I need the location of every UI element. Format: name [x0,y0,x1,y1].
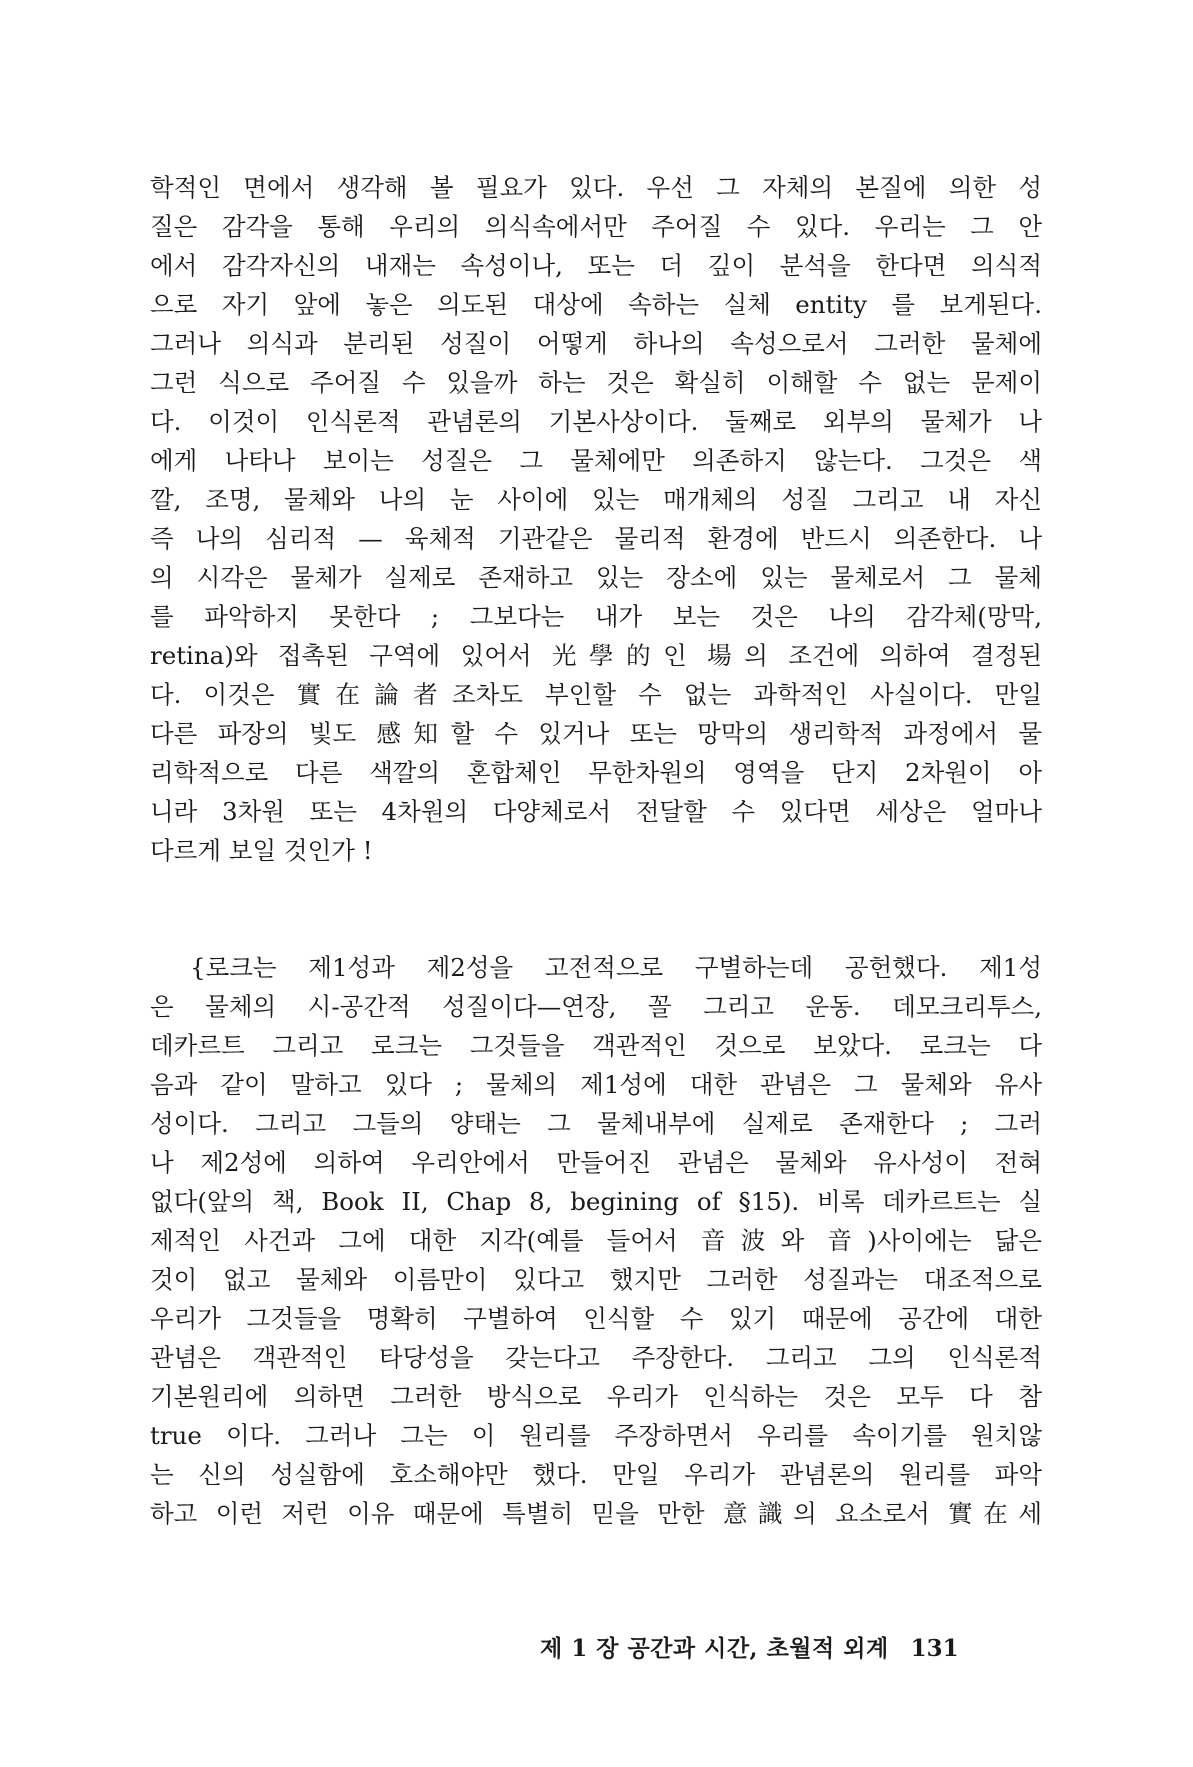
text-line: 는 신의 성실함에 호소해야만 했다. 만일 우리가 관념론의 원리를 파악 [150,1460,1042,1489]
text-line: 그런 식으로 주어질 수 있을까 하는 것은 확실히 이해할 수 없는 문제이 [150,368,1042,397]
text-line: 니라 3차원 또는 4차원의 다양체로서 전달할 수 있다면 세상은 얼마나 [150,797,1042,826]
text-line: 데카르트 그리고 로크는 그것들을 객관적인 것으로 보았다. 로크는 다 [150,1031,1042,1060]
text-line: 하고 이런 저런 이유 때문에 특별히 믿을 만한 意識의 요소로서 實在세 [150,1499,1042,1528]
text-line: 학적인 면에서 생각해 볼 필요가 있다. 우선 그 자체의 본질에 의한 성 [150,173,1042,202]
text-line: 즉 나의 심리적 — 육체적 기관같은 물리적 환경에 반드시 의존한다. 나 [150,524,1042,553]
page-number: 131 [910,1635,959,1662]
text-line: retina)와 접촉된 구역에 있어서 光學的인 場의 조건에 의하여 결정된 [150,641,1042,670]
text-line: 다. 이것이 인식론적 관념론의 기본사상이다. 둘째로 외부의 물체가 나 [150,407,1042,436]
text-line: 우리가 그것들을 명확히 구별하여 인식할 수 있기 때문에 공간에 대한 [150,1304,1042,1333]
text-line: 를 파악하지 못한다 ; 그보다는 내가 보는 것은 나의 감각체(망막, [150,602,1042,631]
page-footer [540,1634,1040,1664]
text-line: 으로 자기 앞에 놓은 의도된 대상에 속하는 실체 entity 를 보게된다. [150,290,1042,319]
text-line: 에게 나타나 보이는 성질은 그 물체에만 의존하지 않는다. 그것은 색 [150,446,1042,475]
text-line: 의 시각은 물체가 실제로 존재하고 있는 장소에 있는 물체로서 그 물체 [150,563,1042,592]
text-line: 성이다. 그리고 그들의 양태는 그 물체내부에 실제로 존재한다 ; 그러 [150,1109,1042,1138]
text-line: 나 제2성에 의하여 우리안에서 만들어진 관념은 물체와 유사성이 전혀 [150,1148,1042,1177]
text-line: 은 물체의 시-공간적 성질이다—연장, 꼴 그리고 운동. 데모크리투스, [150,992,1042,1021]
text-line: true 이다. 그러나 그는 이 원리를 주장하면서 우리를 속이기를 원치않 [150,1421,1042,1450]
text-line: 기본원리에 의하면 그러한 방식으로 우리가 인식하는 것은 모두 다 참 [150,1382,1042,1411]
paragraph-epistemology [150,168,1042,870]
text-line: 관념은 객관적인 타당성을 갖는다고 주장한다. 그리고 그의 인식론적 [150,1343,1042,1372]
text-line: 다. 이것은 實在論者조차도 부인할 수 없는 과학적인 사실이다. 만일 [150,680,1042,709]
text-line: 것이 없고 물체와 이름만이 있다고 했지만 그러한 성질과는 대조적으로 [150,1265,1042,1294]
chapter-running-title: 제 1 장 공간과 시간, 초월적 외계 [540,1635,889,1662]
text-line: 음과 같이 말하고 있다 ; 물체의 제1성에 대한 관념은 그 물체와 유사 [150,1070,1042,1099]
text-line: 깔, 조명, 물체와 나의 눈 사이에 있는 매개체의 성질 그리고 내 자신 [150,485,1042,514]
text-line: {로크는 제1성과 제2성을 고전적으로 구별하는데 공헌했다. 제1성 [190,953,1042,982]
text-line: 그러나 의식과 분리된 성질이 어떻게 하나의 속성으로서 그러한 물체에 [150,329,1042,358]
text-line: 다른 파장의 빛도 感知할 수 있거나 또는 망막의 생리학적 과정에서 물 [150,719,1042,748]
text-line: 없다(앞의 책, Book II, Chap 8, begining of §15). 비록 데카르트는 실 [150,1187,1042,1216]
paragraph-locke-qualities [150,948,1042,1533]
text-line: 에서 감각자신의 내재는 속성이나, 또는 더 깊이 분석을 한다면 의식적 [150,251,1042,280]
text-line: 질은 감각을 통해 우리의 의식속에서만 주어질 수 있다. 우리는 그 안 [150,212,1042,241]
text-line: 다르게 보일 것인가 ! [150,836,373,865]
text-line: 리학적으로 다른 색깔의 혼합체인 무한차원의 영역을 단지 2차원이 아 [150,758,1042,787]
text-line: 제적인 사건과 그에 대한 지각(예를 들어서 音波와 音)사이에는 닮은 [150,1226,1042,1255]
